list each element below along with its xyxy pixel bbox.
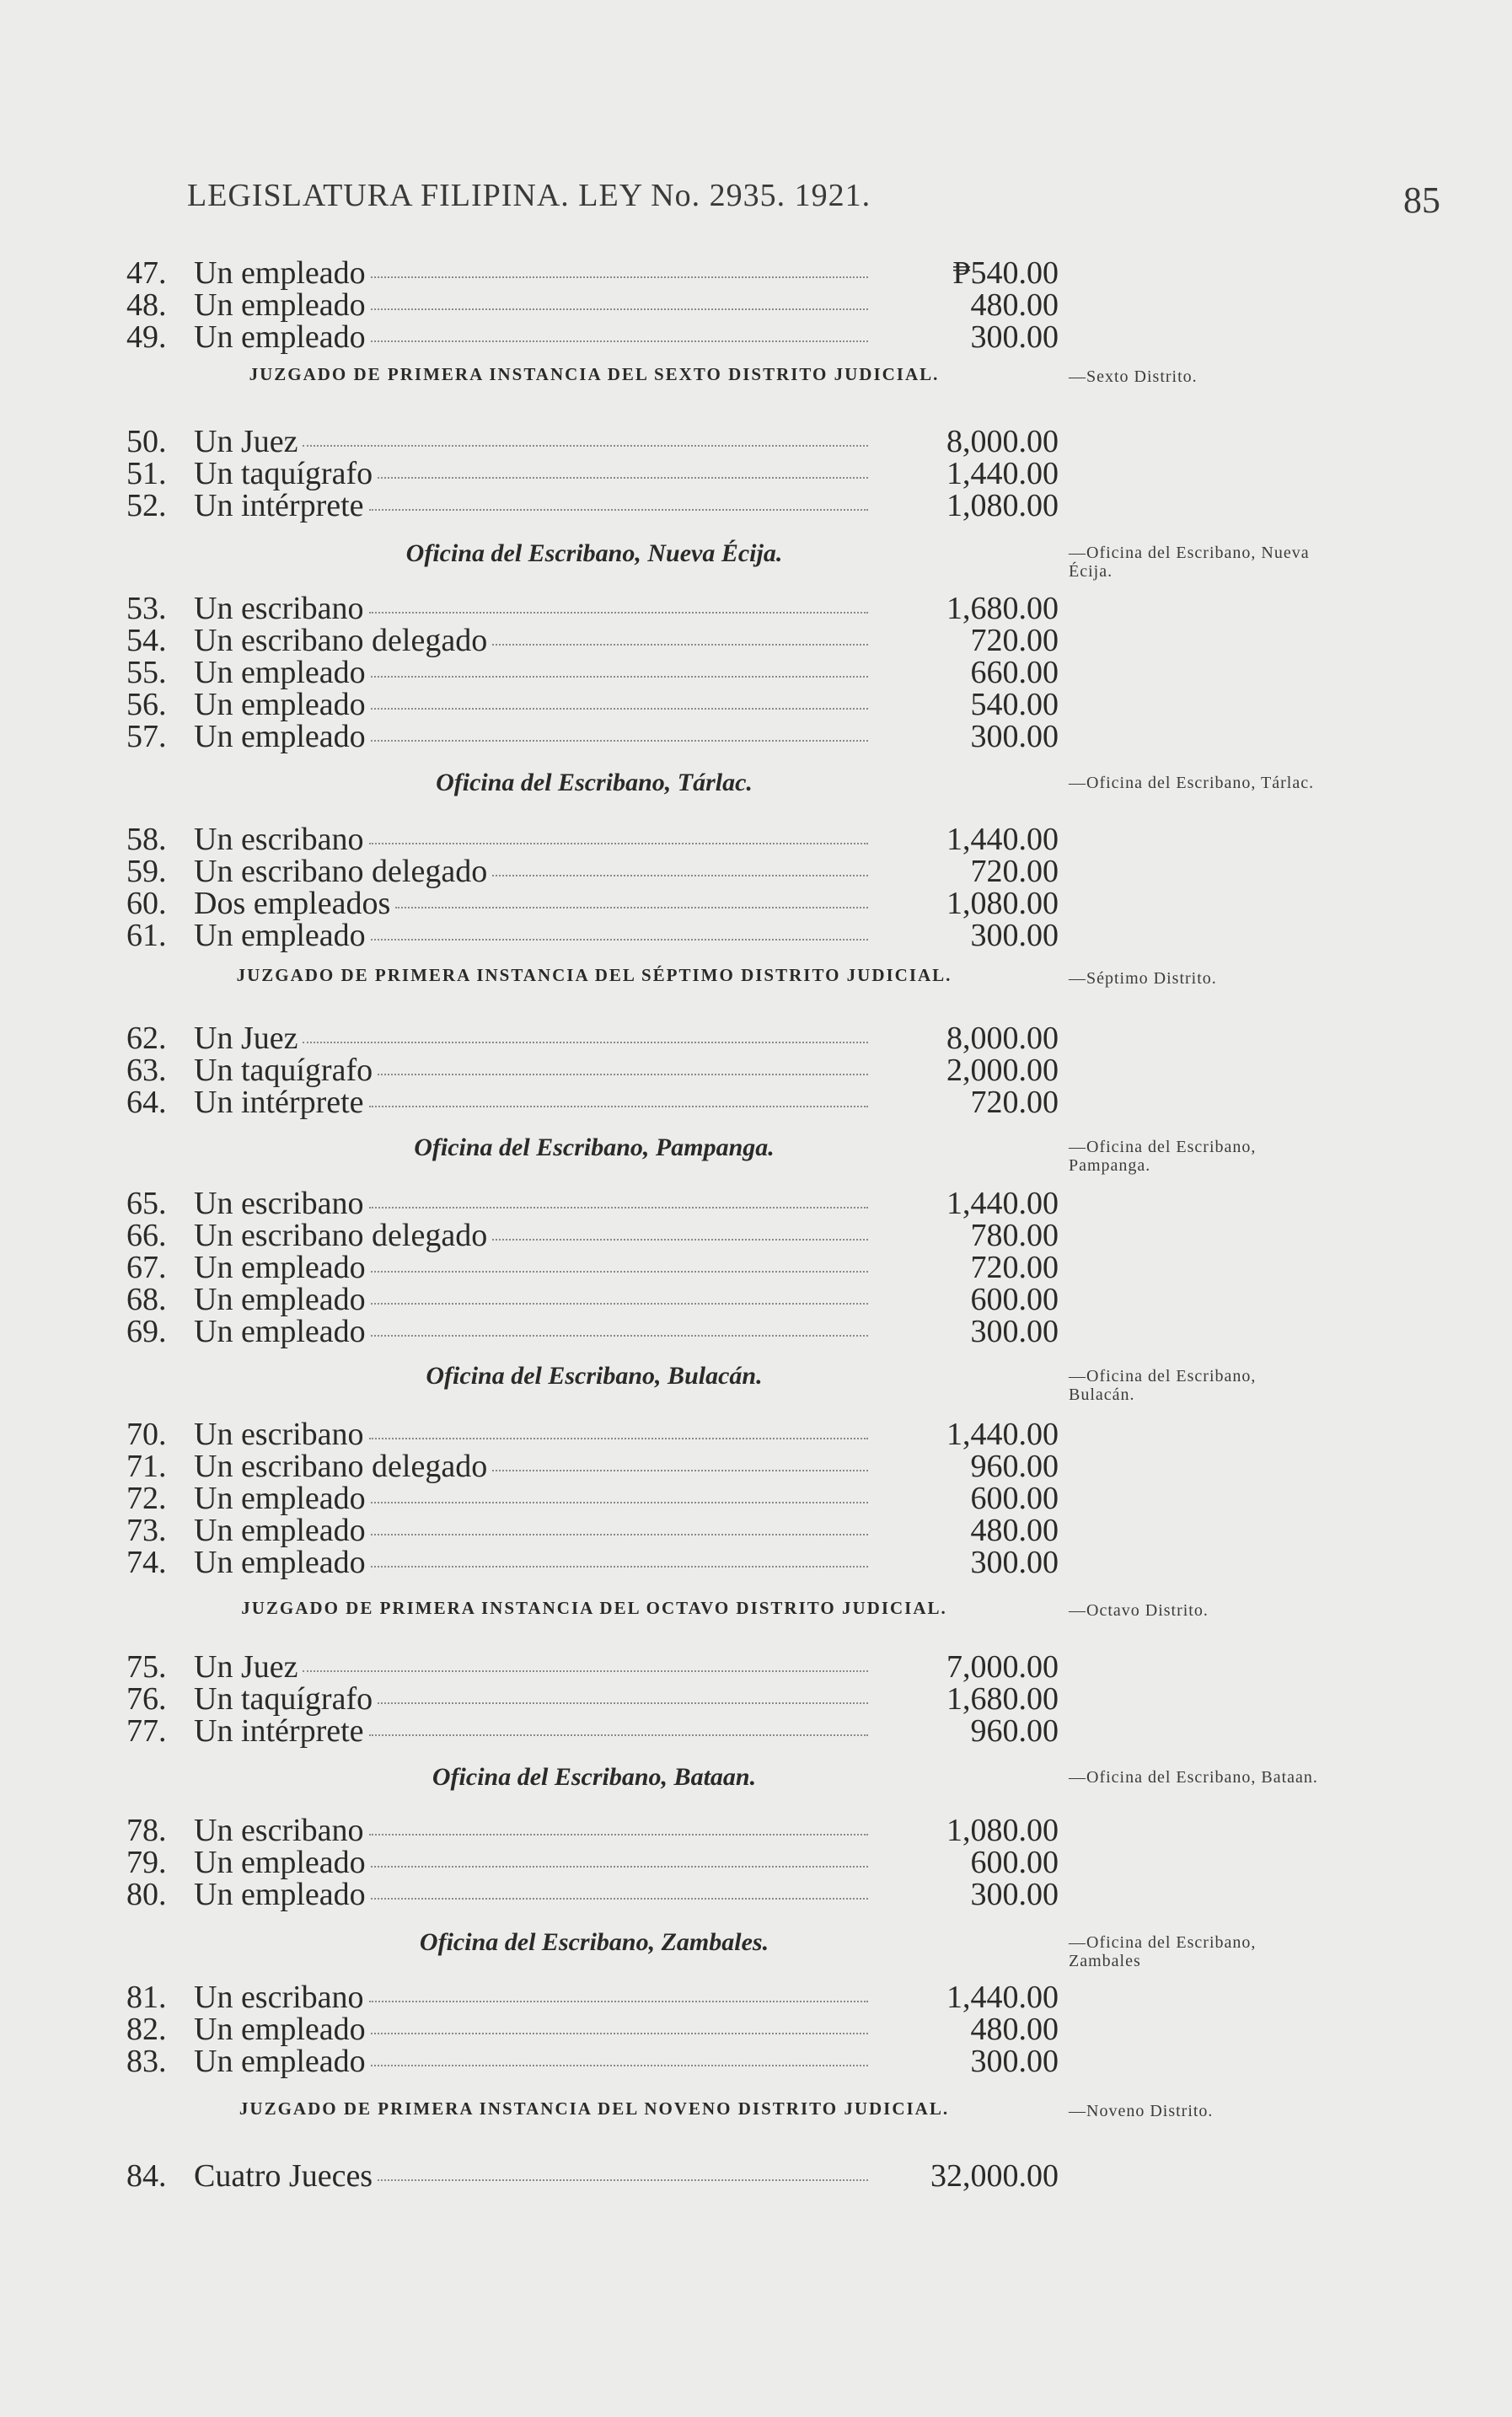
office-heading: Oficina del Escribano, Zambales. <box>419 1928 769 1956</box>
item-amount: 720.00 <box>970 854 1059 889</box>
item-description: Un empleado <box>194 1845 366 1880</box>
item-description: Un empleado <box>194 287 366 323</box>
dot-leader <box>371 276 868 278</box>
court-heading: JUZGADO DE PRIMERA INSTANCIA DEL OCTAVO DISTRITO JUDICIAL. <box>241 1598 947 1618</box>
dot-leader <box>371 676 868 678</box>
item-number: 82. <box>126 2012 167 2047</box>
item-description: Un Juez <box>194 1649 298 1685</box>
item-amount: 8,000.00 <box>946 1021 1059 1056</box>
dot-leader <box>378 1702 868 1704</box>
item-amount: 300.00 <box>970 2044 1059 2079</box>
item-description: Un intérprete <box>194 1713 364 1749</box>
item-amount: 960.00 <box>970 1449 1059 1484</box>
item-description: Un intérprete <box>194 1085 364 1120</box>
dot-leader <box>371 1502 868 1503</box>
list-item <box>126 590 1062 624</box>
dot-leader <box>369 509 868 511</box>
margin-note: —Oficina del Escribano, Bulacán. <box>1069 1367 1257 1404</box>
dot-leader <box>378 1074 868 1075</box>
item-amount: 2,000.00 <box>946 1053 1059 1088</box>
dot-leader <box>395 907 868 908</box>
dot-leader <box>371 1335 868 1337</box>
item-number: 66. <box>126 1218 167 1253</box>
item-description: Un taquígrafo <box>194 456 373 491</box>
running-head: LEGISLATURA FILIPINA. LEY No. 2935. 1921. <box>187 178 871 213</box>
list-item <box>126 1084 1062 1120</box>
item-number: 61. <box>126 918 167 953</box>
dot-leader <box>371 939 868 941</box>
item-amount: 300.00 <box>970 719 1059 754</box>
item-amount: 600.00 <box>970 1481 1059 1516</box>
office-heading: Oficina del Escribano, Tárlac. <box>436 769 753 796</box>
dot-leader <box>371 1898 868 1900</box>
item-description: Un empleado <box>194 255 366 291</box>
list-item <box>126 255 1062 291</box>
list-item <box>126 1281 1062 1315</box>
item-description: Un empleado <box>194 1513 366 1548</box>
item-amount: 660.00 <box>970 655 1059 690</box>
dot-leader <box>369 1207 868 1208</box>
item-number: 52. <box>126 488 167 523</box>
item-number: 68. <box>126 1282 167 1317</box>
court-heading: JUZGADO DE PRIMERA INSTANCIA DEL SÉPTIMO DISTRITO JUDICIAL. <box>236 965 952 985</box>
dot-leader <box>492 644 868 646</box>
margin-note: —Oficina del Escribano, Bataan. <box>1069 1768 1318 1787</box>
margin-note: —Noveno Distrito. <box>1069 2102 1214 2120</box>
item-description: Un empleado <box>194 1877 366 1912</box>
item-amount: 480.00 <box>970 287 1059 323</box>
item-amount: 1,440.00 <box>946 822 1059 857</box>
item-number: 77. <box>126 1713 167 1749</box>
item-number: 80. <box>126 1877 167 1912</box>
item-amount: 300.00 <box>970 1314 1059 1349</box>
item-number: 70. <box>126 1417 167 1452</box>
item-amount: 300.00 <box>970 1877 1059 1912</box>
dot-leader <box>371 1866 868 1868</box>
item-number: 84. <box>126 2158 167 2194</box>
dot-leader <box>303 1670 868 1672</box>
item-description: Un escribano delegado <box>194 854 488 889</box>
list-item <box>126 1844 1062 1878</box>
item-description: Un empleado <box>194 2012 366 2047</box>
dot-leader <box>303 1042 868 1043</box>
item-amount: 300.00 <box>970 1545 1059 1580</box>
list-item <box>126 1979 1062 2015</box>
list-item <box>126 1217 1062 1251</box>
item-description: Un escribano delegado <box>194 1218 488 1253</box>
item-number: 78. <box>126 1813 167 1848</box>
item-description: Un empleado <box>194 1314 366 1349</box>
list-item <box>126 885 1062 919</box>
item-description: Un empleado <box>194 719 366 754</box>
item-amount: 300.00 <box>970 918 1059 953</box>
dot-leader <box>369 1734 868 1736</box>
list-item <box>126 487 1062 521</box>
list-item <box>126 2011 1062 2045</box>
list-item <box>126 718 1062 752</box>
margin-note: —Sexto Distrito. <box>1069 367 1198 386</box>
item-description: Cuatro Jueces <box>194 2158 373 2194</box>
office-heading: Oficina del Escribano, Pampanga. <box>414 1133 775 1161</box>
list-item <box>126 821 1062 855</box>
list-item <box>126 1648 1062 1685</box>
item-number: 71. <box>126 1449 167 1484</box>
dot-leader <box>371 308 868 310</box>
item-number: 54. <box>126 623 167 658</box>
dot-leader <box>378 2179 868 2181</box>
item-number: 63. <box>126 1053 167 1088</box>
item-number: 65. <box>126 1186 167 1221</box>
item-amount: 1,440.00 <box>946 1980 1059 2015</box>
item-description: Un empleado <box>194 687 366 722</box>
item-number: 56. <box>126 687 167 722</box>
item-amount: 480.00 <box>970 1513 1059 1548</box>
item-number: 57. <box>126 719 167 754</box>
item-number: 67. <box>126 1250 167 1285</box>
item-amount: 600.00 <box>970 1845 1059 1880</box>
list-item <box>126 1249 1062 1283</box>
list-item <box>126 853 1062 887</box>
item-number: 60. <box>126 886 167 921</box>
item-description: Un escribano <box>194 1186 364 1221</box>
dot-leader <box>371 1566 868 1568</box>
list-item <box>126 2043 1062 2077</box>
item-description: Un escribano <box>194 591 364 626</box>
dot-leader <box>371 1303 868 1305</box>
item-description: Un taquígrafo <box>194 1053 373 1088</box>
item-description: Un Juez <box>194 1021 298 1056</box>
court-heading: JUZGADO DE PRIMERA INSTANCIA DEL SEXTO DISTRITO JUDICIAL. <box>249 364 940 384</box>
item-number: 83. <box>126 2044 167 2079</box>
margin-note: —Séptimo Distrito. <box>1069 969 1217 988</box>
item-number: 53. <box>126 591 167 626</box>
list-item <box>126 1416 1062 1450</box>
dot-leader <box>369 1438 868 1439</box>
list-item <box>126 2157 1062 2194</box>
list-item <box>126 686 1062 720</box>
dot-leader <box>303 445 868 447</box>
item-description: Un escribano <box>194 1980 364 2015</box>
list-item <box>126 917 1062 951</box>
item-description: Un escribano delegado <box>194 623 488 658</box>
list-item <box>126 1480 1062 1514</box>
item-description: Un empleado <box>194 655 366 690</box>
item-amount: 32,000.00 <box>930 2158 1059 2194</box>
office-heading: Oficina del Escribano, Bulacán. <box>426 1362 763 1390</box>
office-heading: Oficina del Escribano, Nueva Écija. <box>405 539 783 567</box>
item-number: 59. <box>126 854 167 889</box>
item-description: Un escribano <box>194 822 364 857</box>
item-amount: 1,680.00 <box>946 1681 1059 1717</box>
item-description: Un empleado <box>194 1250 366 1285</box>
item-amount: 1,440.00 <box>946 1417 1059 1452</box>
item-number: 79. <box>126 1845 167 1880</box>
item-description: Dos empleados <box>194 886 391 921</box>
item-description: Un escribano <box>194 1813 364 1848</box>
item-number: 51. <box>126 456 167 491</box>
item-description: Un escribano <box>194 1417 364 1452</box>
list-item <box>126 1052 1062 1088</box>
list-item <box>126 1712 1062 1749</box>
dot-leader <box>378 477 868 479</box>
dot-leader <box>492 875 868 876</box>
dot-leader <box>369 2001 868 2002</box>
margin-note: —Oficina del Escribano, Nueva Écija. <box>1069 544 1310 581</box>
item-description: Un escribano delegado <box>194 1449 488 1484</box>
item-amount: 1,440.00 <box>946 456 1059 491</box>
list-item <box>126 1680 1062 1717</box>
item-number: 69. <box>126 1314 167 1349</box>
dot-leader <box>492 1239 868 1241</box>
item-description: Un empleado <box>194 1545 366 1580</box>
item-amount: 960.00 <box>970 1713 1059 1749</box>
margin-note: —Oficina del Escribano, Tárlac. <box>1069 774 1315 792</box>
dot-leader <box>371 2065 868 2066</box>
item-amount: 720.00 <box>970 1085 1059 1120</box>
item-amount: 1,080.00 <box>946 886 1059 921</box>
list-item <box>126 1544 1062 1578</box>
list-item <box>126 1812 1062 1846</box>
dot-leader <box>492 1470 868 1471</box>
item-number: 47. <box>126 255 167 291</box>
list-item <box>126 1512 1062 1546</box>
item-amount: 1,680.00 <box>946 591 1059 626</box>
item-amount: 8,000.00 <box>946 424 1059 459</box>
dot-leader <box>371 1271 868 1273</box>
item-number: 48. <box>126 287 167 323</box>
margin-note: —Octavo Distrito. <box>1069 1601 1209 1620</box>
item-amount: ₱540.00 <box>952 255 1059 291</box>
item-number: 72. <box>126 1481 167 1516</box>
item-number: 75. <box>126 1649 167 1685</box>
item-amount: 1,080.00 <box>946 488 1059 523</box>
dot-leader <box>369 612 868 614</box>
item-description: Un empleado <box>194 319 366 355</box>
page-number: 85 <box>1403 180 1440 221</box>
dot-leader <box>371 340 868 342</box>
item-description: Un Juez <box>194 424 298 459</box>
item-amount: 720.00 <box>970 623 1059 658</box>
list-item <box>126 423 1062 457</box>
list-item <box>126 455 1062 489</box>
item-number: 81. <box>126 1980 167 2015</box>
court-heading: JUZGADO DE PRIMERA INSTANCIA DEL NOVENO DISTRITO JUDICIAL. <box>239 2098 950 2119</box>
item-description: Un empleado <box>194 1481 366 1516</box>
list-item <box>126 654 1062 688</box>
list-item <box>126 319 1062 355</box>
item-amount: 720.00 <box>970 1250 1059 1285</box>
list-item <box>126 1448 1062 1482</box>
office-heading: Oficina del Escribano, Bataan. <box>432 1763 757 1791</box>
item-number: 49. <box>126 319 167 355</box>
item-number: 55. <box>126 655 167 690</box>
dot-leader <box>371 740 868 742</box>
item-number: 50. <box>126 424 167 459</box>
list-item <box>126 287 1062 323</box>
item-number: 73. <box>126 1513 167 1548</box>
dot-leader <box>371 708 868 710</box>
item-number: 58. <box>126 822 167 857</box>
item-description: Un empleado <box>194 918 366 953</box>
item-amount: 300.00 <box>970 319 1059 355</box>
item-amount: 480.00 <box>970 2012 1059 2047</box>
item-description: Un taquígrafo <box>194 1681 373 1717</box>
item-amount: 600.00 <box>970 1282 1059 1317</box>
list-item <box>126 1185 1062 1219</box>
item-number: 64. <box>126 1085 167 1120</box>
list-item <box>126 622 1062 656</box>
item-number: 62. <box>126 1021 167 1056</box>
margin-note: —Oficina del Escribano, Zambales <box>1069 1933 1257 1970</box>
item-amount: 1,080.00 <box>946 1813 1059 1848</box>
item-amount: 1,440.00 <box>946 1186 1059 1221</box>
dot-leader <box>371 1534 868 1535</box>
item-amount: 780.00 <box>970 1218 1059 1253</box>
dot-leader <box>369 843 868 844</box>
item-number: 76. <box>126 1681 167 1717</box>
list-item <box>126 1876 1062 1910</box>
dot-leader <box>369 1834 868 1836</box>
item-description: Un intérprete <box>194 488 364 523</box>
dot-leader <box>371 2033 868 2034</box>
item-description: Un empleado <box>194 2044 366 2079</box>
item-description: Un empleado <box>194 1282 366 1317</box>
item-amount: 7,000.00 <box>946 1649 1059 1685</box>
dot-leader <box>369 1106 868 1107</box>
item-number: 74. <box>126 1545 167 1580</box>
list-item <box>126 1313 1062 1347</box>
list-item <box>126 1020 1062 1056</box>
margin-note: —Oficina del Escribano, Pampanga. <box>1069 1138 1257 1175</box>
item-amount: 540.00 <box>970 687 1059 722</box>
